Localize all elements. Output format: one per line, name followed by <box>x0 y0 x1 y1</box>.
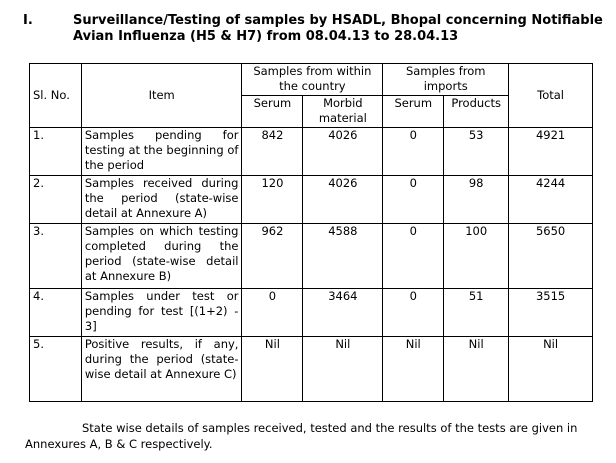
row-import-serum: 0 <box>383 128 444 176</box>
row-total: 5650 <box>509 224 593 289</box>
row-import-serum: 0 <box>383 224 444 289</box>
table-row <box>30 289 593 337</box>
row-total: 3515 <box>509 289 593 337</box>
table-row <box>30 128 593 176</box>
row-item: Samples under test or pending for test [(1+2) - 3] <box>81 289 242 337</box>
row-morbid: 4026 <box>303 176 383 224</box>
row-total: 4921 <box>509 128 593 176</box>
row-total: Nil <box>509 337 593 402</box>
table-row <box>30 224 593 289</box>
header-imports: Samples from imports <box>383 64 509 96</box>
row-import-serum: 0 <box>383 289 444 337</box>
header-import-serum: Serum <box>383 96 444 128</box>
row-products: 53 <box>444 128 509 176</box>
section-number: I. <box>23 13 33 28</box>
header-within-country: Samples from within the country <box>242 64 383 96</box>
row-products: 51 <box>444 289 509 337</box>
row-sl: 2. <box>30 176 82 224</box>
header-products: Products <box>444 96 509 128</box>
row-total: 4244 <box>509 176 593 224</box>
row-sl: 1. <box>30 128 82 176</box>
header-sl-no: Sl. No. <box>30 64 82 128</box>
row-item: Positive results, if any, during the period (state-wise detail at Annexure C) <box>81 337 242 402</box>
row-morbid: 3464 <box>303 289 383 337</box>
samples-table <box>29 63 593 402</box>
row-sl: 4. <box>30 289 82 337</box>
row-serum: 0 <box>242 289 303 337</box>
section-title: Surveillance/Testing of samples by HSADL, Bhopal concerning Notifiable Avian Influenza (H5 & H7) from 08.04.13 to 28.04.13 <box>73 13 603 44</box>
row-morbid: 4026 <box>303 128 383 176</box>
row-morbid: 4588 <box>303 224 383 289</box>
row-import-serum: 0 <box>383 176 444 224</box>
row-serum: 120 <box>242 176 303 224</box>
row-products: 98 <box>444 176 509 224</box>
row-sl: 3. <box>30 224 82 289</box>
footer-note <box>25 420 600 452</box>
row-serum: Nil <box>242 337 303 402</box>
header-total: Total <box>509 64 593 128</box>
row-products: Nil <box>444 337 509 402</box>
row-morbid: Nil <box>303 337 383 402</box>
header-morbid-material: Morbid material <box>303 96 383 128</box>
row-products: 100 <box>444 224 509 289</box>
row-serum: 842 <box>242 128 303 176</box>
header-item: Item <box>81 64 242 128</box>
row-sl: 5. <box>30 337 82 402</box>
table-row <box>30 337 593 402</box>
header-serum: Serum <box>242 96 303 128</box>
row-serum: 962 <box>242 224 303 289</box>
row-item: Samples pending for testing at the beginning of the period <box>81 128 242 176</box>
row-import-serum: Nil <box>383 337 444 402</box>
row-item: Samples received during the period (state-wise detail at Annexure A) <box>81 176 242 224</box>
row-item: Samples on which testing completed during the period (state-wise detail at Annexure B) <box>81 224 242 289</box>
footer-text: State wise details of samples received, tested and the results of the tests are given in Annexures A, B & C respectively. <box>25 421 578 451</box>
table-row <box>30 176 593 224</box>
